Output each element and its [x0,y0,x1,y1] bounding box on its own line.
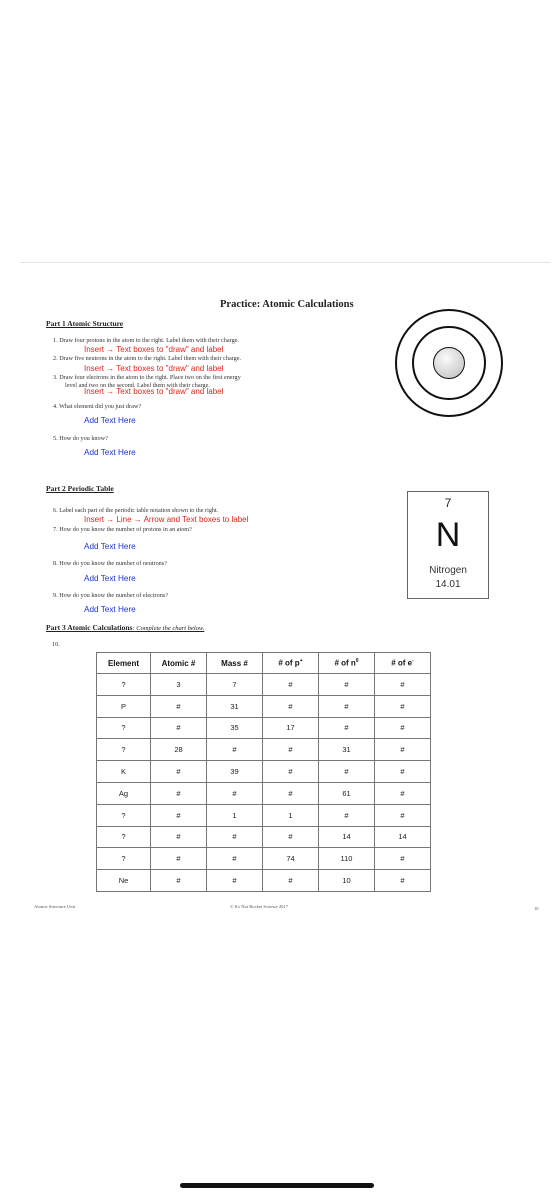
value-cell[interactable]: 17 [263,717,319,739]
value-cell[interactable]: # [375,848,431,870]
value-cell[interactable]: # [263,782,319,804]
value-cell[interactable]: # [375,695,431,717]
column-header: Mass # [207,653,263,674]
part1-heading: Part 1 Atomic Structure [46,319,124,328]
part3-instruction: : Complete the chart below. [132,625,205,632]
answer-8-textbox[interactable]: Add Text Here [84,574,136,583]
table-row [97,848,431,870]
part3-heading [46,623,204,632]
element-cell[interactable]: Ag [97,782,151,804]
value-cell[interactable]: 14 [319,826,375,848]
value-cell[interactable]: 10 [319,870,375,892]
table-row [97,782,431,804]
element-cell[interactable]: ? [97,804,151,826]
value-cell[interactable]: # [263,695,319,717]
value-cell[interactable]: 74 [263,848,319,870]
element-cell[interactable]: ? [97,739,151,761]
atomic-calculations-table [96,652,431,892]
value-cell[interactable]: # [375,761,431,783]
value-cell[interactable]: 7 [207,674,263,696]
value-cell[interactable]: 31 [207,695,263,717]
home-indicator[interactable] [180,1183,374,1188]
value-cell[interactable]: # [207,848,263,870]
value-cell[interactable]: 39 [207,761,263,783]
answer-4-textbox[interactable]: Add Text Here [84,416,136,425]
value-cell[interactable]: # [207,826,263,848]
element-cell[interactable]: ? [97,674,151,696]
column-header: # of p+ [263,653,319,674]
value-cell[interactable]: 28 [151,739,207,761]
element-cell[interactable]: ? [97,848,151,870]
question-6: 6. Label each part of the periodic table notation shown to the right. [53,507,219,514]
value-cell[interactable]: # [375,739,431,761]
element-cell[interactable]: P [97,695,151,717]
footer-copyright: © It's Not Rocket Science 2017 [230,904,289,909]
answer-7-textbox[interactable]: Add Text Here [84,542,136,551]
question-3-cont: level and two on the second. Label them with their charge. [65,382,210,389]
value-cell[interactable]: # [319,804,375,826]
answer-9-textbox[interactable]: Add Text Here [84,605,136,614]
footer-page-number: 10 [534,906,539,911]
question-10: 10. [52,641,60,648]
table-row [97,739,431,761]
value-cell[interactable]: 35 [207,717,263,739]
page-title: Practice: Atomic Calculations [220,299,354,310]
value-cell[interactable]: # [263,870,319,892]
value-cell[interactable]: # [151,804,207,826]
question-2-hint: Insert → Text boxes to "draw" and label [84,364,224,373]
table-row [97,804,431,826]
value-cell[interactable]: 3 [151,674,207,696]
value-cell[interactable]: # [151,695,207,717]
value-cell[interactable]: # [319,695,375,717]
part3-heading-text: Part 3 Atomic Calculations [46,623,133,632]
value-cell[interactable]: # [207,870,263,892]
column-header: # of $n^0$ [319,653,375,674]
value-cell[interactable]: # [375,804,431,826]
question-1-hint: Insert → Text boxes to "draw" and label [84,345,224,354]
value-cell[interactable]: # [319,761,375,783]
value-cell[interactable]: # [319,717,375,739]
column-header: Element [97,653,151,674]
value-cell[interactable]: # [375,717,431,739]
question-1: 1. Draw four protons in the atom to the right. Label them with their charge. [53,337,239,344]
footer-unit: Atomic Structure Unit [34,904,76,909]
table-header-row [97,653,431,674]
value-cell[interactable]: 1 [263,804,319,826]
question-9: 9. How do you know the number of electrons? [53,592,168,599]
element-symbol: N [435,516,461,554]
element-cell[interactable]: Ne [97,870,151,892]
question-2: 2. Draw five neutrons in the atom to the right. Label them with their charge. [53,355,242,362]
part2-heading: Part 2 Periodic Table [46,484,114,493]
value-cell[interactable]: # [375,782,431,804]
value-cell[interactable]: # [207,782,263,804]
value-cell[interactable]: # [319,674,375,696]
element-name: Nitrogen [429,565,467,576]
value-cell[interactable]: # [263,739,319,761]
value-cell[interactable]: # [263,674,319,696]
value-cell[interactable]: 14 [375,826,431,848]
value-cell[interactable]: # [263,761,319,783]
question-3-hint: Insert → Text boxes to "draw" and label [84,387,224,396]
worksheet-page [20,262,550,923]
table-row [97,717,431,739]
value-cell[interactable]: # [151,826,207,848]
value-cell[interactable]: # [375,870,431,892]
table-row [97,870,431,892]
value-cell[interactable]: 31 [319,739,375,761]
table-row [97,674,431,696]
value-cell[interactable]: # [151,848,207,870]
question-8: 8. How do you know the number of neutrons? [53,560,167,567]
question-4: 4. What element did you just draw? [53,403,142,410]
atom-nucleus [433,347,465,379]
value-cell[interactable]: 110 [319,848,375,870]
value-cell[interactable]: # [151,782,207,804]
table-row [97,761,431,783]
value-cell[interactable]: 1 [207,804,263,826]
value-cell[interactable]: # [263,826,319,848]
element-cell[interactable]: ? [97,826,151,848]
value-cell[interactable]: 61 [319,782,375,804]
value-cell[interactable]: # [151,761,207,783]
periodic-element-card [407,491,489,599]
value-cell[interactable]: # [207,739,263,761]
table-row [97,695,431,717]
element-cell[interactable]: ? [97,717,151,739]
value-cell[interactable]: # [375,674,431,696]
atomic-number: 7 [444,496,452,510]
element-cell[interactable]: K [97,761,151,783]
question-5: 5. How do you know? [53,435,108,442]
column-header: Atomic # [151,653,207,674]
atomic-mass: 14.01 [435,579,461,590]
value-cell[interactable]: # [151,870,207,892]
value-cell[interactable]: # [151,717,207,739]
question-6-hint: Insert → Line → Arrow and Text boxes to label [84,515,249,524]
column-header: # of e- [375,653,431,674]
table-row [97,826,431,848]
question-3: 3. Draw four electrons in the atom to the right. Place two on the first energy [53,374,241,381]
question-7: 7. How do you know the number of protons in an atom? [53,526,192,533]
answer-5-textbox[interactable]: Add Text Here [84,448,136,457]
